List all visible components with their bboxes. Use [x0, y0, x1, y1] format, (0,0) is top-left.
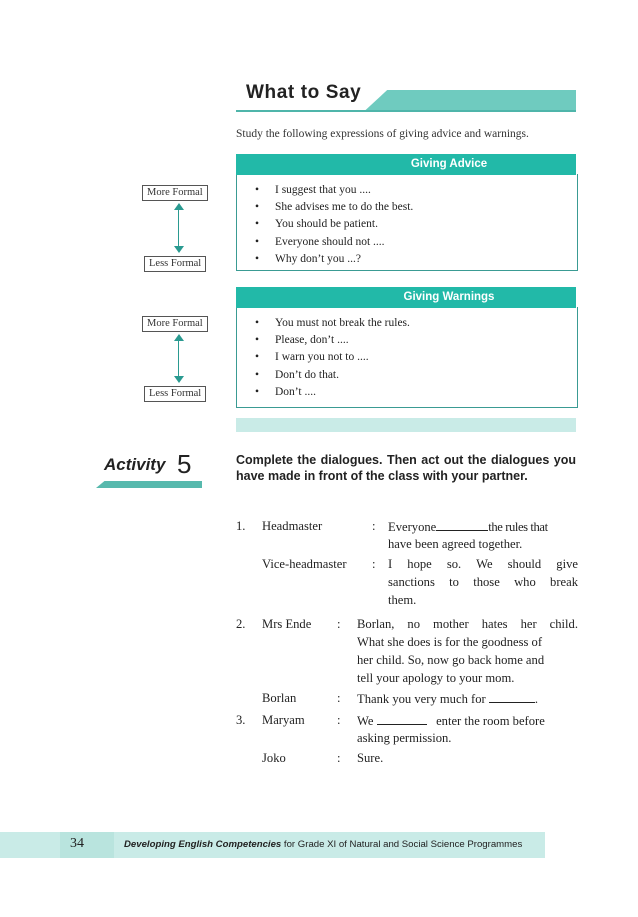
speaker-name: Mrs Ende [262, 617, 312, 631]
dialogue-line: Borlan, no mother hates her child. [357, 617, 578, 631]
warnings-list [255, 315, 410, 401]
book-title: Developing English Competencies [124, 839, 282, 850]
dialogue-line: Sure. [357, 751, 384, 765]
answer-blank[interactable] [489, 690, 535, 703]
answer-blank[interactable] [436, 518, 488, 531]
dialogue-number: 3. [236, 713, 246, 727]
footer-text [124, 839, 522, 850]
dialogue-line: Everyone the rules that [388, 520, 548, 534]
dialogue-number: 1. [236, 519, 246, 533]
dialogue-line: her child. So, now go back home and [357, 653, 545, 667]
dialogue-line: What she does is for the goodness of [357, 635, 543, 649]
speaker-name: Vice-headmaster [262, 557, 347, 571]
list-item: • Why don’t you ...? [255, 252, 362, 265]
activity-label: Activity [104, 455, 166, 474]
activity-number: 5 [177, 449, 192, 479]
list-item: • I warn you not to .... [255, 351, 369, 364]
list-item: • Please, don’t .... [255, 334, 349, 347]
activity-underline [96, 481, 202, 488]
arrow-line [178, 340, 179, 377]
list-item: • She advises me to do the best. [255, 201, 414, 214]
warnings-heading: Giving Warnings [236, 287, 576, 308]
list-item: • You should be patient. [255, 218, 378, 231]
page-number: 34 [70, 836, 84, 851]
speaker-name: Maryam [262, 713, 305, 727]
colon: : [337, 691, 341, 705]
colon: : [372, 519, 376, 533]
more-formal-label: More Formal [142, 185, 208, 201]
colon: : [372, 557, 376, 571]
arrow-up-icon [174, 334, 184, 341]
divider-stripe [236, 418, 576, 432]
list-item: • Don’t .... [255, 385, 316, 398]
dialogue-line: them. [388, 593, 417, 607]
section-title: What to Say [246, 82, 362, 103]
arrow-down-icon [174, 246, 184, 253]
list-item: • You must not break the rules. [255, 317, 410, 329]
speaker-name: Joko [262, 751, 286, 765]
speaker-name: Borlan [262, 691, 297, 705]
dialogue-line: tell your apology to your mom. [357, 671, 515, 685]
less-formal-label: Less Formal [144, 256, 206, 272]
dialogue-line: Thank you very much for . [357, 692, 539, 706]
section-header-underline [236, 110, 576, 112]
intro-text: Study the following expressions of giving advice and warnings. [236, 128, 529, 140]
dialogue-line: I hope so. We should give [388, 557, 578, 571]
list-item: • Don’t do that. [255, 368, 339, 381]
dialogue-line: sanctions to those who break [388, 575, 578, 589]
dialogue-line: We enter the room before [357, 714, 545, 728]
less-formal-label: Less Formal [144, 386, 206, 402]
arrow-up-icon [174, 203, 184, 210]
page-number-box [60, 832, 114, 858]
list-item: • I suggest that you .... [255, 184, 371, 196]
advice-heading: Giving Advice [236, 154, 576, 175]
advice-list [255, 182, 413, 268]
arrow-down-icon [174, 376, 184, 383]
colon: : [337, 751, 341, 765]
book-subtitle: for Grade XI of Natural and Social Science Programmes [281, 839, 523, 850]
arrow-line [178, 209, 179, 247]
speaker-name: Headmaster [262, 519, 323, 533]
more-formal-label: More Formal [142, 316, 208, 332]
colon: : [337, 713, 341, 727]
dialogue-line: have been agreed together. [388, 537, 523, 551]
dialogue-line: asking permission. [357, 731, 452, 745]
activity-instruction: Complete the dialogues. Then act out the dialogues you have made in front of the class with your partner. [236, 453, 576, 483]
dialogue-number: 2. [236, 617, 246, 631]
list-item: • Everyone should not .... [255, 235, 385, 248]
answer-blank[interactable] [377, 712, 427, 725]
colon: : [337, 617, 341, 631]
